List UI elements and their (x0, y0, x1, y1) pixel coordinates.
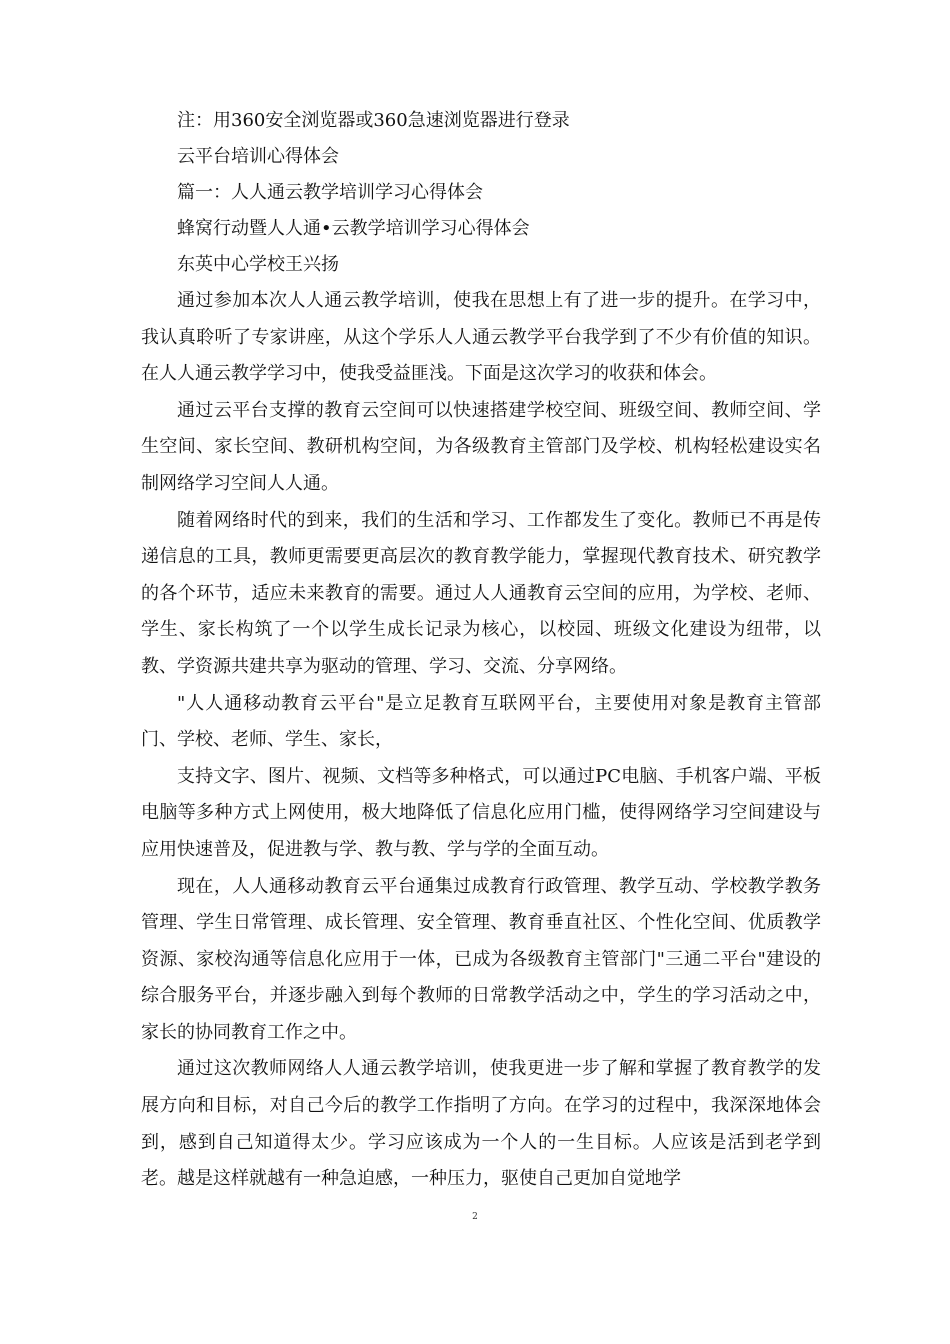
document-title: 云平台培训心得体会 (177, 146, 339, 167)
body-paragraph: 通过这次教师网络人人通云教学培训，使我更进一步了解和掌握了教育教学的发展方向和目标，对自己今后的教学工作指明了方向。在学习的过程中，我深深地体会到，感到自己知道得太少。学习应该成为一个人的一生目标。人应该是活到老学到老。越是这样就越有一种急迫感，一种压力，驱使自己更加自觉地学 (141, 1058, 821, 1190)
article-title: 蜂窝行动暨人人通•云教学培训学习心得体会 (177, 218, 530, 239)
body-paragraph: "人人通移动教育云平台"是立足教育互联网平台，主要使用对象是教育主管部门、学校、老师、学生、家长， (141, 692, 821, 751)
login-note: 注：用360安全浏览器或360急速浏览器进行登录 (177, 110, 570, 131)
chapter-heading: 篇一：人人通云教学培训学习心得体会 (177, 182, 483, 203)
body-paragraph: 通过参加本次人人通云教学培训，使我在思想上有了进一步的提升。在学习中，我认真聆听了专家讲座，从这个学乐人人通云教学平台我学到了不少有价值的知识。在人人通云教学学习中，使我受益匪浅。下面是这次学习的收获和体会。 (141, 290, 821, 385)
author-line: 东英中心学校王兴扬 (177, 254, 339, 275)
body-paragraph: 支持文字、图片、视频、文档等多种格式，可以通过PC电脑、手机客户端、平板电脑等多种方式上网使用，极大地降低了信息化应用门槛，使得网络学习空间建设与应用快速普及，促进教与学、教与教、学与学的全面互动。 (141, 765, 821, 860)
body-paragraph: 现在，人人通移动教育云平台通集过成教育行政管理、教学互动、学校教学教务管理、学生日常管理、成长管理、安全管理、教育垂直社区、个性化空间、优质教学资源、家校沟通等信息化应用于一体，已成为各级教育主管部门"三通二平台"建设的综合服务平台，并逐步融入到每个教师的日常教学活动之中，学生的学习活动之中，家长的协同教育工作之中。 (141, 875, 821, 1043)
body-paragraph: 通过云平台支撑的教育云空间可以快速搭建学校空间、班级空间、教师空间、学生空间、家长空间、教研机构空间，为各级教育主管部门及学校、机构轻松建设实名制网络学习空间人人通。 (141, 399, 821, 494)
document-body (141, 103, 821, 1198)
page-number: 2 (472, 1212, 478, 1222)
body-paragraph: 随着网络时代的到来，我们的生活和学习、工作都发生了变化。教师已不再是传递信息的工具，教师更需要更高层次的教育教学能力，掌握现代教育技术、研究教学的各个环节，适应未来教育的需要。通过人人通教育云空间的应用，为学校、老师、学生、家长构筑了一个以学生成长记录为核心，以校园、班级文化建设为纽带，以教、学资源共建共享为驱动的管理、学习、交流、分享网络。 (141, 509, 821, 677)
